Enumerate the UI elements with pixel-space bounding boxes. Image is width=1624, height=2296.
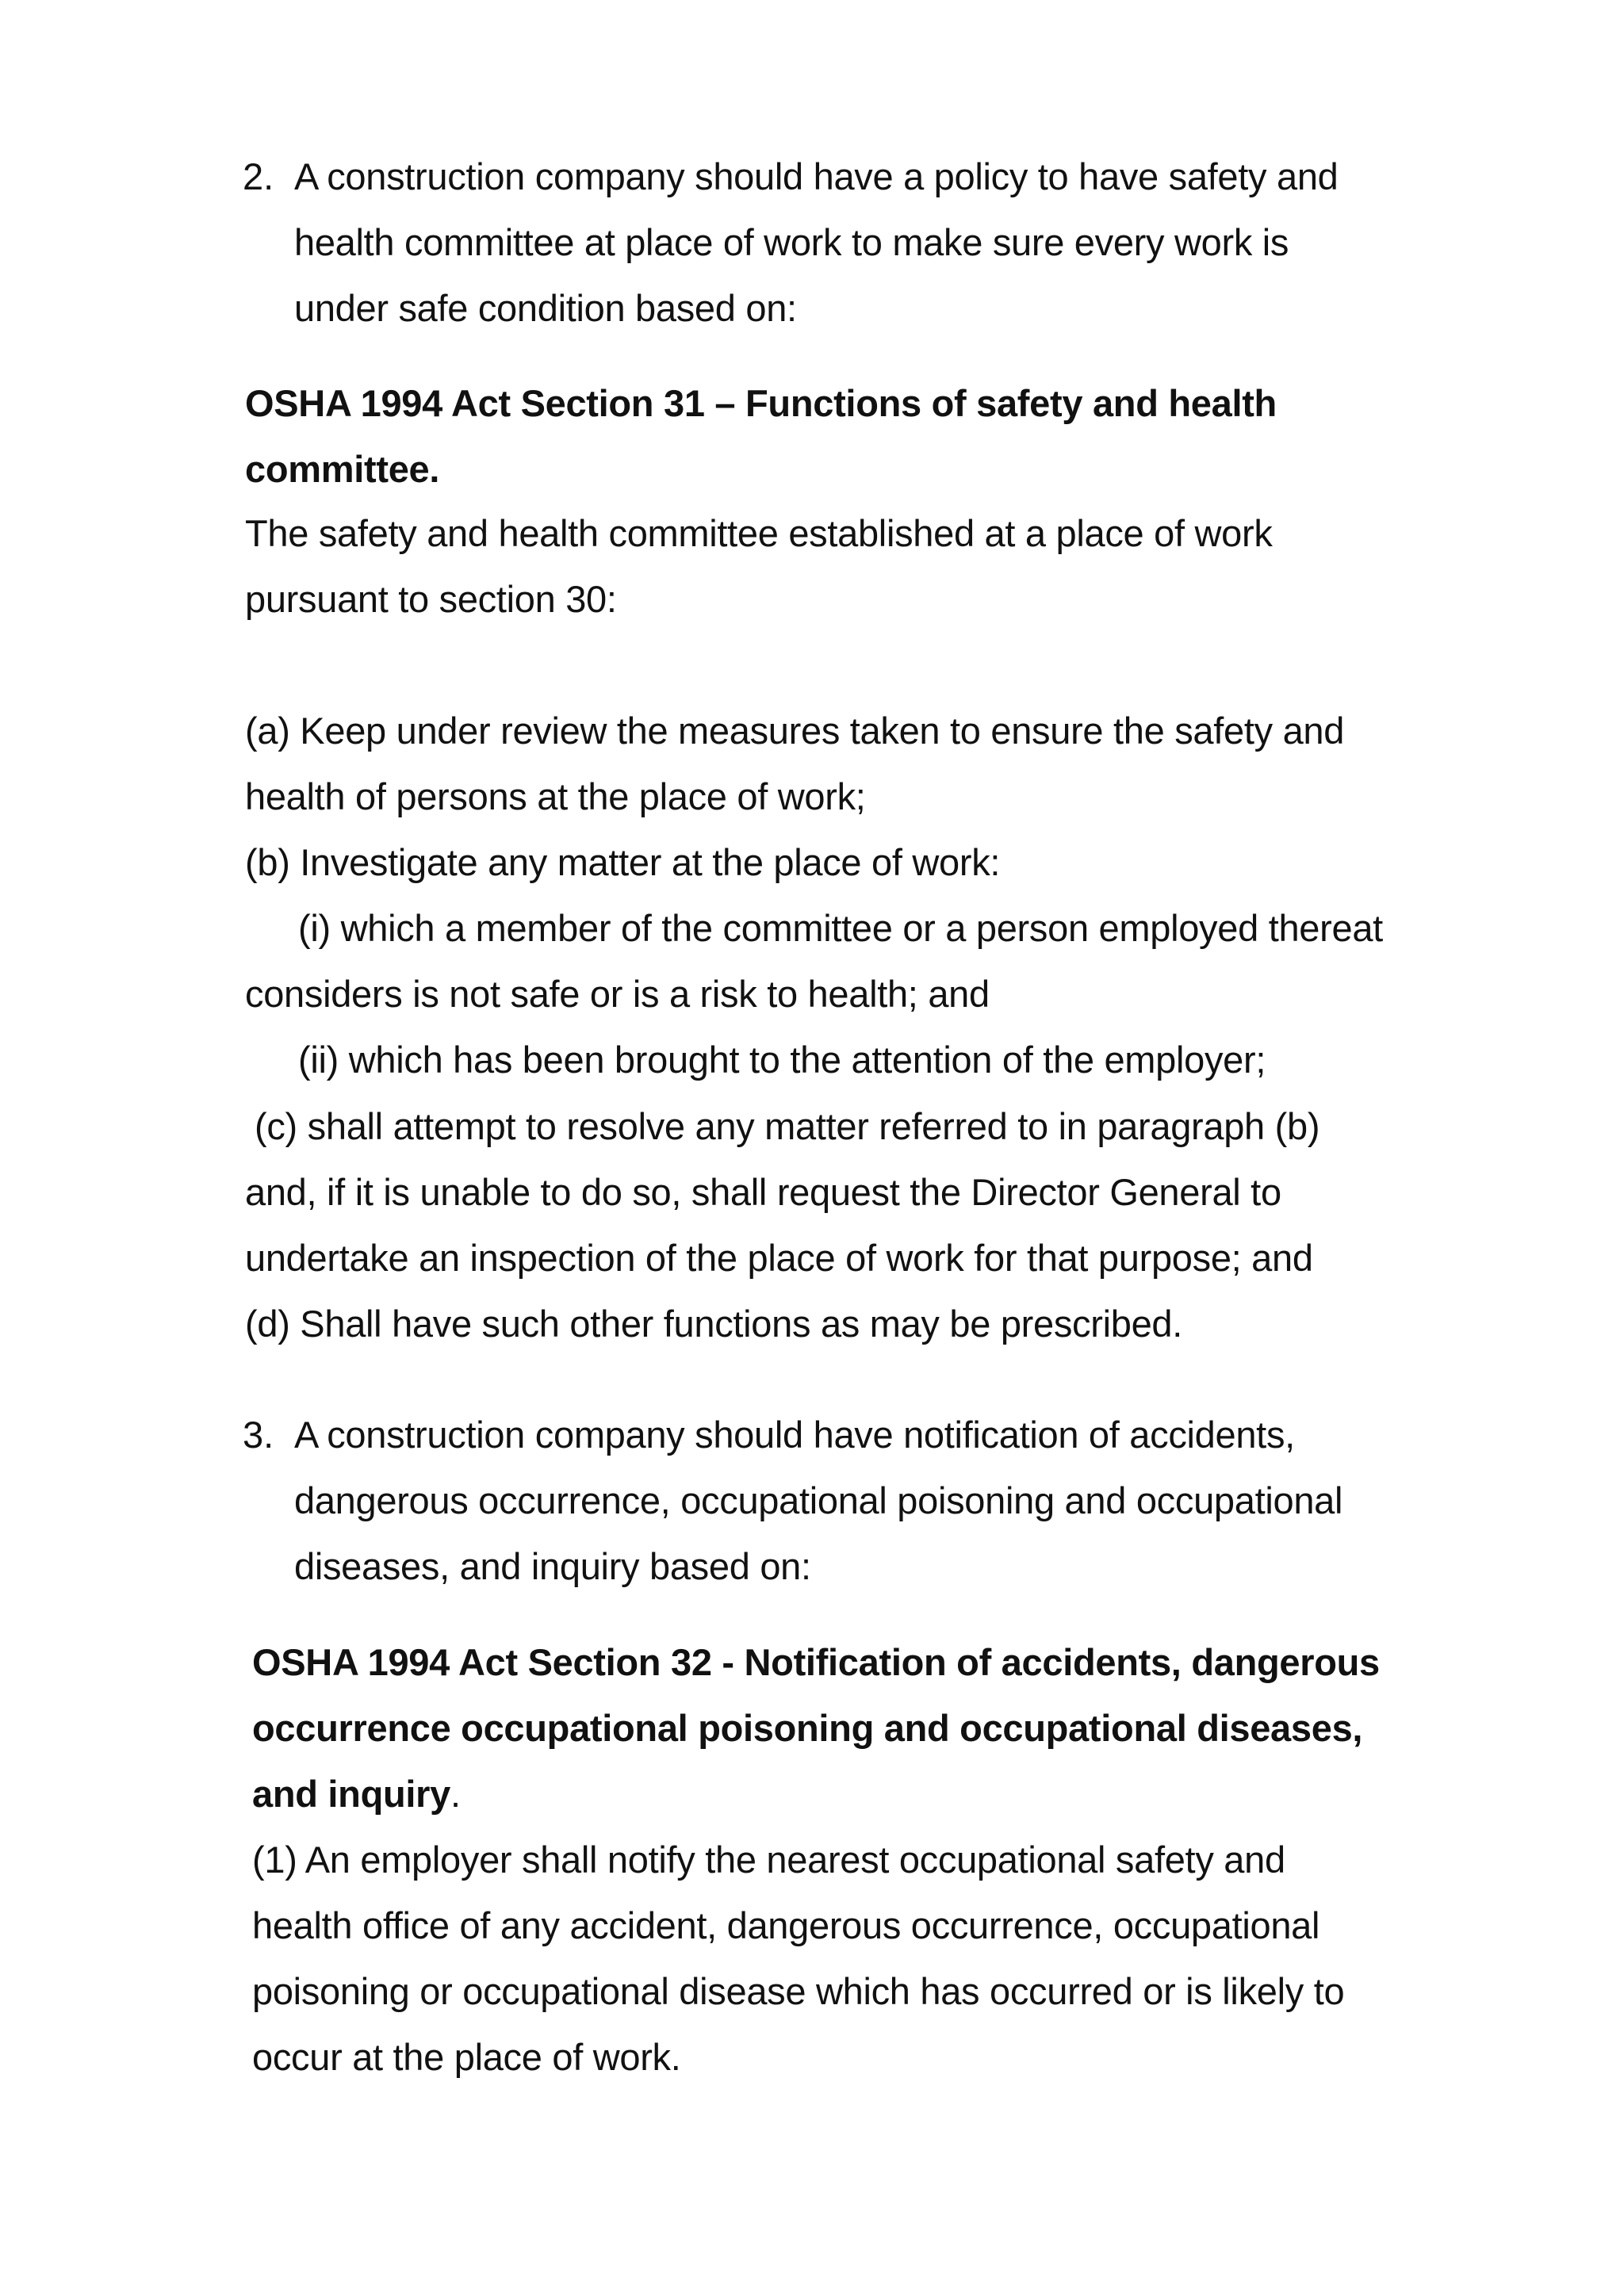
paragraph-line: A construction company should have a policy to have safety and — [294, 155, 1339, 197]
paragraph-line: dangerous occurrence, occupational poisoning and occupational — [294, 1479, 1343, 1521]
list-number: 3. — [243, 1414, 274, 1456]
heading-line: OSHA 1994 Act Section 32 - Notification of accidents, dangerous — [252, 1641, 1380, 1683]
paragraph-line: (i) which a member of the committee or a person employed thereat — [298, 907, 1383, 949]
heading-line: OSHA 1994 Act Section 31 – Functions of safety and health — [245, 382, 1277, 424]
paragraph-line: undertake an inspection of the place of work for that purpose; and — [245, 1237, 1313, 1279]
paragraph-line: The safety and health committee established at a place of work — [245, 512, 1273, 554]
paragraph-line: diseases, and inquiry based on: — [294, 1545, 811, 1587]
paragraph-line: (d) Shall have such other functions as may be prescribed. — [245, 1303, 1183, 1345]
paragraph-line: poisoning or occupational disease which has occurred or is likely to — [252, 1970, 1345, 2012]
heading-line: committee. — [245, 448, 440, 490]
paragraph-line: (ii) which has been brought to the attention of the employer; — [298, 1039, 1266, 1081]
paragraph-line: occur at the place of work. — [252, 2036, 681, 2078]
heading-period: . — [450, 1773, 461, 1815]
heading-line-last — [252, 1771, 461, 1817]
paragraph-line: considers is not safe or is a risk to health; and — [245, 973, 990, 1015]
paragraph-line: (a) Keep under review the measures taken to ensure the safety and — [245, 710, 1345, 752]
paragraph-line: pursuant to section 30: — [245, 578, 617, 620]
paragraph-line: (b) Investigate any matter at the place of work: — [245, 841, 1001, 883]
paragraph-line: (1) An employer shall notify the nearest occupational safety and — [252, 1839, 1285, 1881]
paragraph-line: and, if it is unable to do so, shall request the Director General to — [245, 1171, 1281, 1213]
paragraph-line: (c) shall attempt to resolve any matter referred to in paragraph (b) — [255, 1105, 1320, 1147]
paragraph-line: A construction company should have notification of accidents, — [294, 1414, 1295, 1456]
paragraph-line: health committee at place of work to make sure every work is — [294, 221, 1289, 263]
paragraph-line: health office of any accident, dangerous occurrence, occupational — [252, 1904, 1320, 1946]
heading-text: and inquiry — [252, 1773, 450, 1815]
list-number: 2. — [243, 155, 274, 197]
paragraph-line: health of persons at the place of work; — [245, 775, 866, 817]
paragraph-line: under safe condition based on: — [294, 287, 797, 329]
heading-line: occurrence occupational poisoning and occupational diseases, — [252, 1707, 1363, 1749]
